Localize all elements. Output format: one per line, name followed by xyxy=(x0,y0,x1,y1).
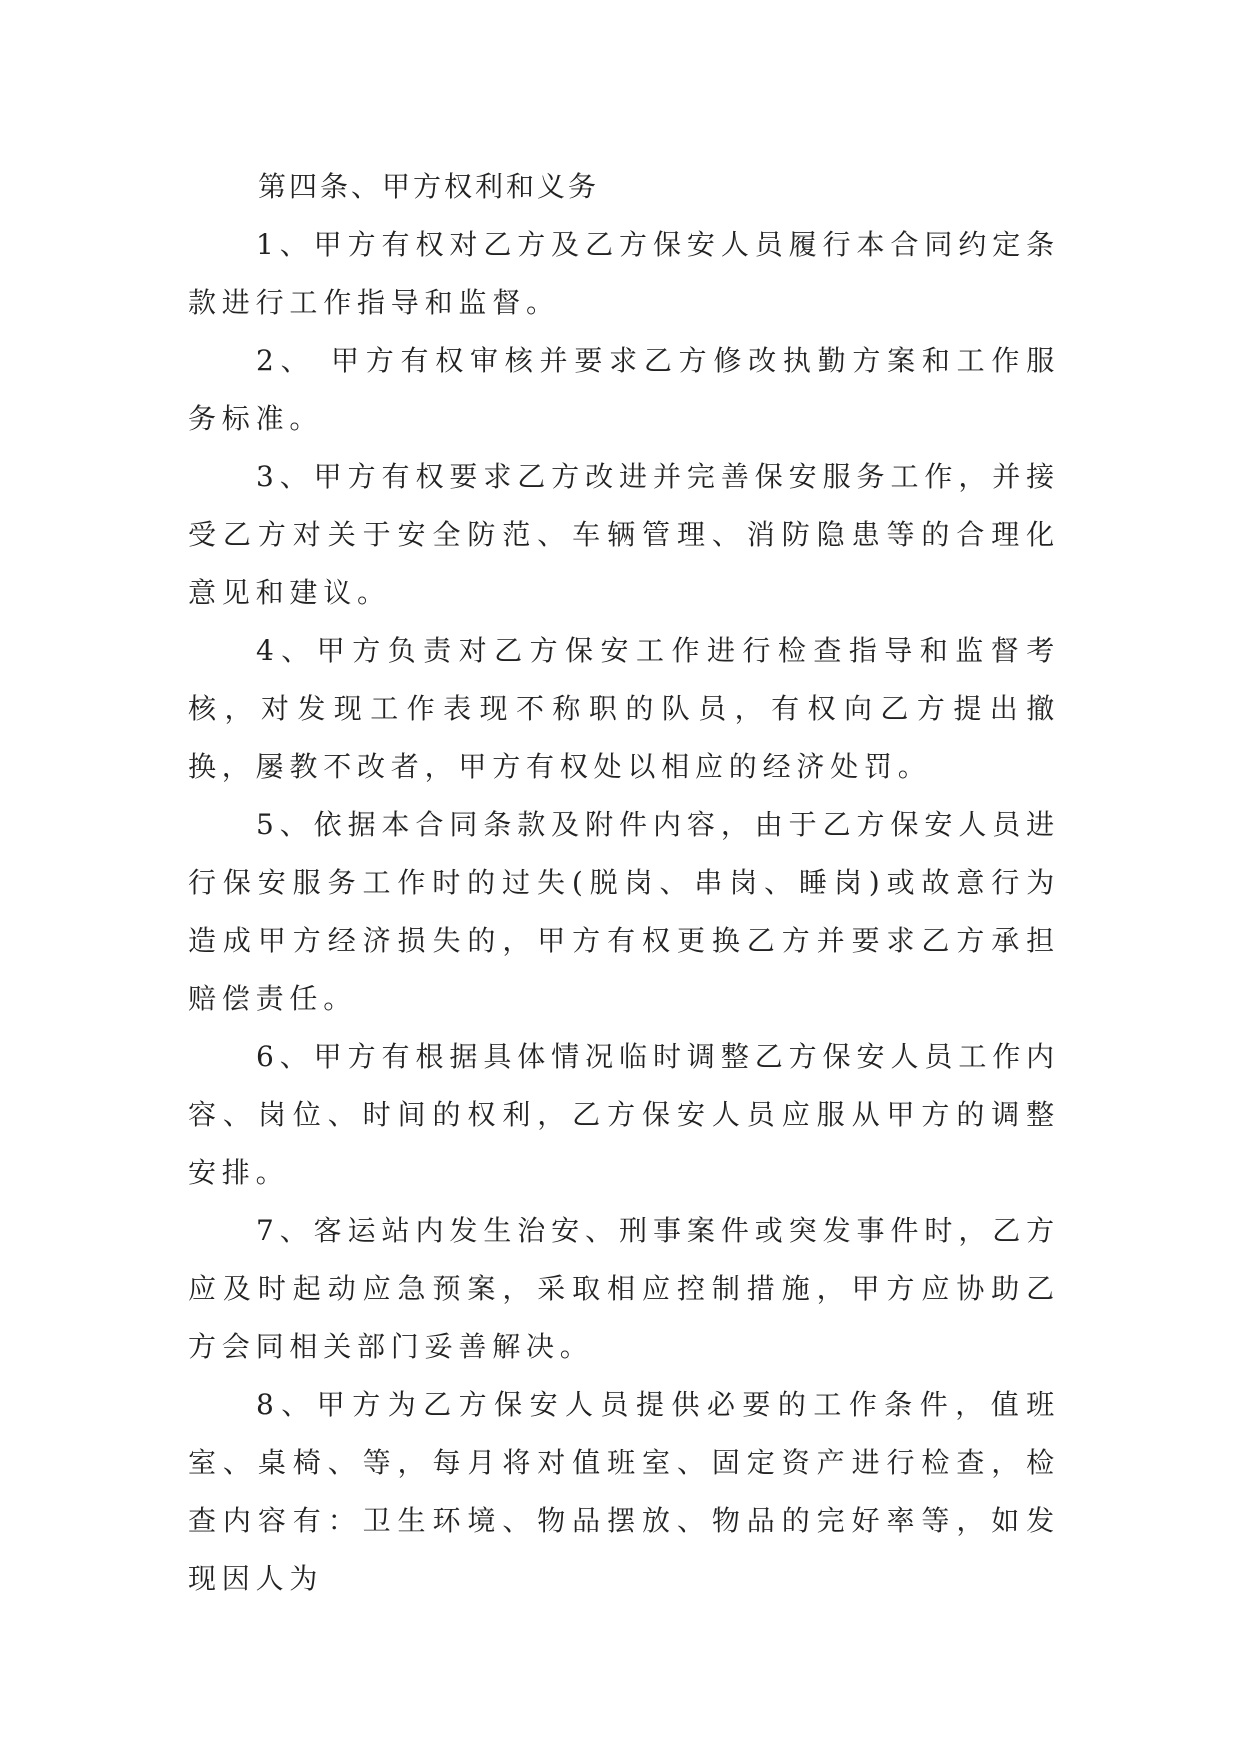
document-body xyxy=(188,158,1060,1608)
clause-paragraph-7: 7、客运站内发生治安、刑事案件或突发事件时，乙方应及时起动应急预案，采取相应控制措施，甲方应协助乙方会同相关部门妥善解决。 xyxy=(188,1214,1060,1363)
clause-paragraph-1: 1、甲方有权对乙方及乙方保安人员履行本合同约定条款进行工作指导和监督。 xyxy=(188,228,1060,319)
clause-paragraph-6: 6、甲方有根据具体情况临时调整乙方保安人员工作内容、岗位、时间的权利，乙方保安人员应服从甲方的调整安排。 xyxy=(188,1040,1060,1189)
clause-paragraph-4: 4、甲方负责对乙方保安工作进行检查指导和监督考核，对发现工作表现不称职的队员，有权向乙方提出撤换，屡教不改者，甲方有权处以相应的经济处罚。 xyxy=(188,634,1060,783)
clause-paragraph-5: 5、依据本合同条款及附件内容，由于乙方保安人员进行保安服务工作时的过失(脱岗、串岗、睡岗)或故意行为造成甲方经济损失的，甲方有权更换乙方并要求乙方承担赔偿责任。 xyxy=(188,808,1060,1015)
clause-paragraph-8: 8、甲方为乙方保安人员提供必要的工作条件，值班室、桌椅、等，每月将对值班室、固定资产进行检查，检查内容有：卫生环境、物品摆放、物品的完好率等，如发现因人为 xyxy=(188,1388,1060,1595)
clause-paragraph-3: 3、甲方有权要求乙方改进并完善保安服务工作，并接受乙方对关于安全防范、车辆管理、消防隐患等的合理化意见和建议。 xyxy=(188,460,1060,609)
clause-paragraph-2: 2、 甲方有权审核并要求乙方修改执勤方案和工作服务标准。 xyxy=(188,344,1060,435)
section-heading: 第四条、甲方权利和义务 xyxy=(258,170,600,203)
